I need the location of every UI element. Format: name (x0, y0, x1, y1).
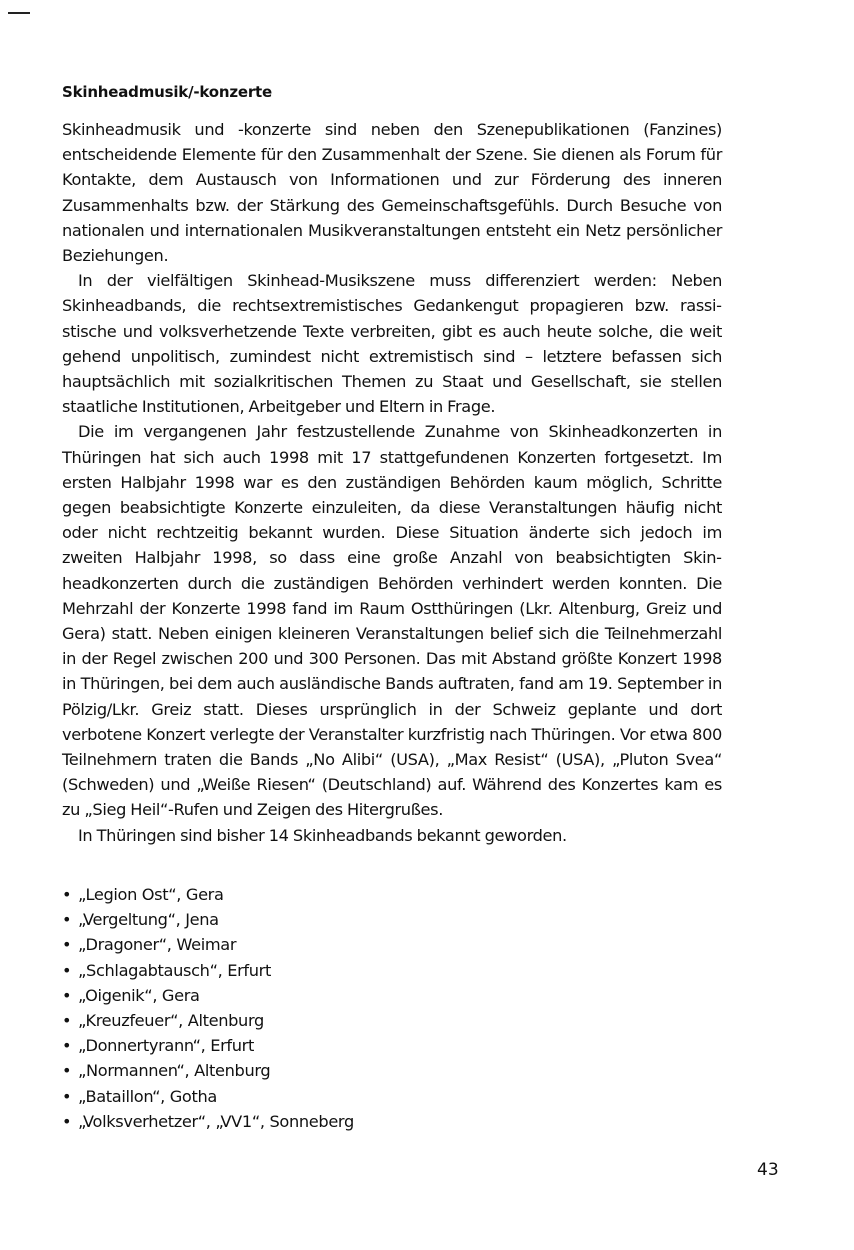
band-entry: „Volksverhetzer“, „VV1“, Sonneberg (78, 1111, 354, 1131)
list-item (62, 907, 662, 932)
bullet-icon: • (62, 960, 72, 980)
body-text (62, 117, 722, 848)
band-entry: „Schlagabtausch“, Erfurt (78, 960, 271, 980)
paragraph: Skinheadmusik und -konzerte sind neben den Szenepublikationen (Fanzines) entscheidende Elemente für den Zusammenhalt der Szene. Sie dienen als Forum für Kontakte, dem Austausch von Informationen und zur Förderung des inneren Zusammenhalts bzw. der Stärkung des Gemeinschaftsgefühls. Durch Besuche von nationalen und internationalen Musikveranstaltungen entsteht ein Netz persönlicher Beziehungen. (62, 120, 722, 266)
band-entry: „Legion Ost“, Gera (78, 885, 224, 904)
paragraph: In der vielfältigen Skinhead-Musikszene muss differenziert werden: Neben Skinheadbands, die rechtsextremistisches Gedankengut propagieren bzw. rassistische und volksverhetzende Texte verbreiten, gibt es auch heute solche, die weit gehend unpolitisch, zumindest nicht extremistisch sind – letztere befassen sich hauptsächlich mit sozialkritischen Themen zu Staat und Gesellschaft, sie stellen staatliche Institutionen, Arbeitgeber und Eltern in Frage. (62, 271, 722, 417)
list-item (62, 932, 662, 957)
list-item (62, 1033, 662, 1058)
bullet-icon: • (62, 1061, 72, 1081)
list-item (62, 983, 662, 1008)
band-entry: „Dragoner“, Weimar (78, 935, 237, 955)
corner-mark (8, 12, 30, 14)
bullet-icon: • (62, 935, 72, 955)
bullet-icon: • (62, 1086, 72, 1106)
band-entry: „Vergeltung“, Jena (78, 910, 219, 930)
paragraph: In Thüringen sind bisher 14 Skinheadbands bekannt geworden. (78, 825, 567, 845)
list-item (62, 882, 662, 907)
band-entry: „Donnertyrann“, Erfurt (78, 1036, 254, 1056)
list-item (62, 1058, 662, 1083)
bullet-icon: • (62, 1111, 72, 1131)
band-entry: „Kreuzfeuer“, Altenburg (78, 1011, 264, 1031)
bullet-icon: • (62, 1011, 72, 1031)
paragraph: Die im vergangenen Jahr festzustellende Zunahme von Skinheadkonzerten in Thüringen hat sich auch 1998 mit 17 stattgefundenen Konzerten fortgesetzt. Im ersten Halbjahr 1998 war es den zuständigen Behörden kaum möglich, Schritte gegen beabsichtigte Konzerte einzuleiten, da diese Veranstaltungen häufig nicht oder nicht rechtzeitig bekannt wurden. Diese Situation änderte sich jedoch im zweiten Halbjahr 1998, so dass eine große Anzahl von beabsichtigten Skinheadkonzerten durch die zuständigen Behörden verhindert werden konnten. Die Mehrzahl der Konzerte 1998 fand im Raum Ostthüringen (Lkr. Altenburg, Greiz und Gera) statt. Neben einigen kleineren Veranstaltungen belief sich die Teilnehmerzahl in der Regel zwischen 200 und 300 Personen. Das mit Abstand größte Konzert 1998 in Thüringen, bei dem auch ausländische Bands auftraten, fand am 19. September in Pölzig/Lkr. Greiz statt. Dieses ursprünglich in der Schweiz geplante und dort verbotene Konzert verlegte der Veranstalter kurzfristig nach Thüringen. Vor etwa 800 Teilnehmern traten die Bands „No Alibi“ (USA), „Max Resist“ (USA), „Pluton Svea“ (Schweden) und „Weiße Riesen“ (Deutschland) auf. Während des Konzertes kam es zu „Sieg Heil“-Rufen und Zeigen des Hitergrußes. (62, 422, 722, 820)
section-heading: Skinheadmusik/-konzerte (62, 83, 272, 101)
page-number: 43 (757, 1160, 779, 1180)
band-entry: „Bataillon“, Gotha (78, 1086, 217, 1106)
band-entry: „Oigenik“, Gera (78, 985, 200, 1005)
bullet-icon: • (62, 1036, 72, 1056)
bullet-icon: • (62, 885, 72, 904)
list-item (62, 1109, 662, 1134)
band-list (62, 882, 662, 1134)
bullet-icon: • (62, 910, 72, 930)
bullet-icon: • (62, 985, 72, 1005)
list-item (62, 1008, 662, 1033)
list-item (62, 1084, 662, 1109)
band-entry: „Normannen“, Altenburg (78, 1061, 271, 1081)
list-item (62, 958, 662, 983)
